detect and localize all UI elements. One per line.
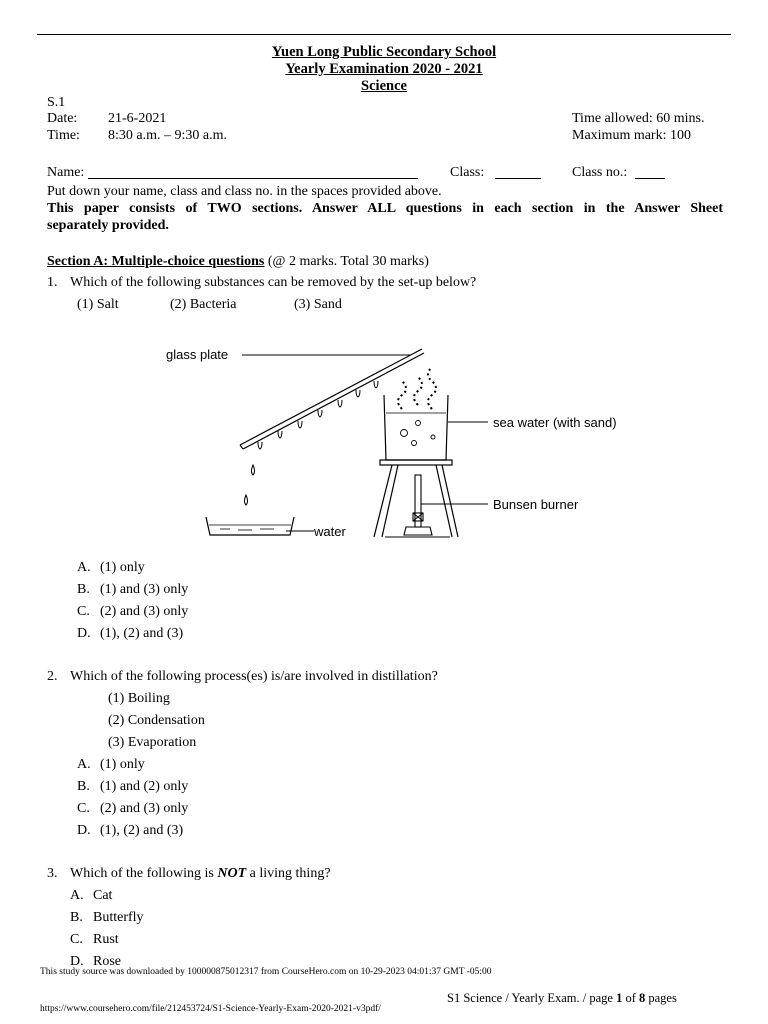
page-total: 8 [638, 991, 646, 1005]
sea-water-label: sea water (with sand) [493, 415, 617, 430]
class-label: Class: [450, 165, 485, 180]
q3-option-c-letter: C. [70, 932, 83, 947]
q3-text [70, 866, 331, 882]
instruction-line-3: separately provided. [47, 218, 169, 233]
q1-item-1: (1) Salt [77, 297, 119, 312]
q2-option-a[interactable]: (1) only [100, 757, 145, 772]
name-label: Name: [47, 165, 85, 180]
date-value: 21-6-2021 [108, 111, 167, 126]
q3-option-d[interactable]: Rose [93, 954, 121, 969]
school-name: Yuen Long Public Secondary School [271, 44, 497, 60]
instruction-line-2: This paper consists of TWO sections. Answer ALL questions in each section in the Answer Sheet [47, 201, 723, 216]
date-label: Date: [47, 111, 78, 126]
q1-item-3: (3) Sand [294, 297, 342, 312]
name-field[interactable] [88, 166, 418, 179]
section-a-title: Section A: Multiple-choice questions [47, 254, 265, 269]
q3-option-b[interactable]: Butterfly [93, 910, 144, 925]
q3-text-after: a living thing? [246, 866, 331, 881]
time-value: 8:30 a.m. – 9:30 a.m. [108, 128, 227, 143]
source-url[interactable]: https://www.coursehero.com/file/212453724/S1-Science-Yearly-Exam-2020-2021-v3pdf/ [40, 1004, 381, 1014]
collecting-dish [206, 517, 294, 535]
download-note: This study source was downloaded by 100000875012317 from CourseHero.com on 10-29-2023 04:01:37 GMT -05:00 [40, 967, 492, 977]
q1-option-d-letter: D. [77, 626, 91, 641]
form-label: S.1 [47, 95, 66, 110]
burner-label: Bunsen burner [493, 497, 579, 512]
page-footer-of: of [622, 991, 639, 1005]
time-allowed: Time allowed: 60 mins. [572, 111, 705, 126]
exam-title: Yearly Examination 2020 - 2021 [285, 61, 483, 77]
section-a-heading [47, 254, 429, 270]
q1-text: Which of the following substances can be removed by the set-up below? [70, 275, 477, 290]
q3-text-emphasis: NOT [217, 866, 247, 881]
q2-item-3: (3) Evaporation [108, 735, 197, 750]
water-label: water [314, 524, 346, 539]
q3-option-a-letter: A. [70, 888, 84, 903]
q2-item-1: (1) Boiling [108, 691, 170, 706]
condensed-droplets [258, 381, 378, 449]
q2-item-2: (2) Condensation [108, 713, 205, 728]
q2-text: Which of the following process(es) is/are involved in distillation? [70, 669, 438, 684]
q1-option-a[interactable]: (1) only [100, 560, 145, 575]
tripod [374, 460, 458, 537]
q2-option-b[interactable]: (1) and (2) only [100, 779, 189, 794]
q2-option-c[interactable]: (2) and (3) only [100, 801, 189, 816]
q3-option-a[interactable]: Cat [93, 888, 113, 903]
q3-option-d-letter: D. [70, 954, 84, 969]
glass-plate-label: glass plate [166, 347, 229, 362]
q1-option-c-letter: C. [77, 604, 90, 619]
time-label: Time: [47, 128, 80, 143]
q3-text-before: Which of the following is [70, 866, 218, 881]
class-no-field[interactable] [635, 166, 665, 179]
q3-option-b-letter: B. [70, 910, 83, 925]
q1-item-2: (2) Bacteria [170, 297, 237, 312]
q1-option-b[interactable]: (1) and (3) only [100, 582, 189, 597]
steam [398, 367, 436, 409]
q1-option-a-letter: A. [77, 560, 91, 575]
page-footer-prefix: S1 Science / Yearly Exam. / page [447, 991, 617, 1005]
page-footer-suffix: pages [645, 991, 677, 1005]
q2-option-a-letter: A. [77, 757, 91, 772]
q2-option-b-letter: B. [77, 779, 90, 794]
q2-option-c-letter: C. [77, 801, 90, 816]
q2-number: 2. [47, 669, 58, 684]
distillation-diagram [160, 335, 630, 550]
instruction-line-1: Put down your name, class and class no. in the spaces provided above. [47, 184, 442, 199]
page-footer [447, 991, 677, 1006]
beaker [384, 395, 448, 460]
top-rule [37, 34, 731, 35]
q1-option-b-letter: B. [77, 582, 90, 597]
max-mark: Maximum mark: 100 [572, 128, 691, 143]
class-no-label: Class no.: [572, 165, 628, 180]
q3-number: 3. [47, 866, 58, 881]
q1-number: 1. [47, 275, 58, 290]
glass-plate [240, 349, 424, 449]
q3-option-c[interactable]: Rust [93, 932, 119, 947]
page-number: 1 [616, 991, 623, 1005]
q1-option-d[interactable]: (1), (2) and (3) [100, 626, 184, 641]
q1-option-c[interactable]: (2) and (3) only [100, 604, 189, 619]
falling-drops [245, 465, 255, 505]
class-field[interactable] [495, 166, 541, 179]
q2-option-d[interactable]: (1), (2) and (3) [100, 823, 184, 838]
section-a-marks: (@ 2 marks. Total 30 marks) [264, 254, 429, 269]
q2-option-d-letter: D. [77, 823, 91, 838]
subject-title: Science [361, 78, 407, 94]
